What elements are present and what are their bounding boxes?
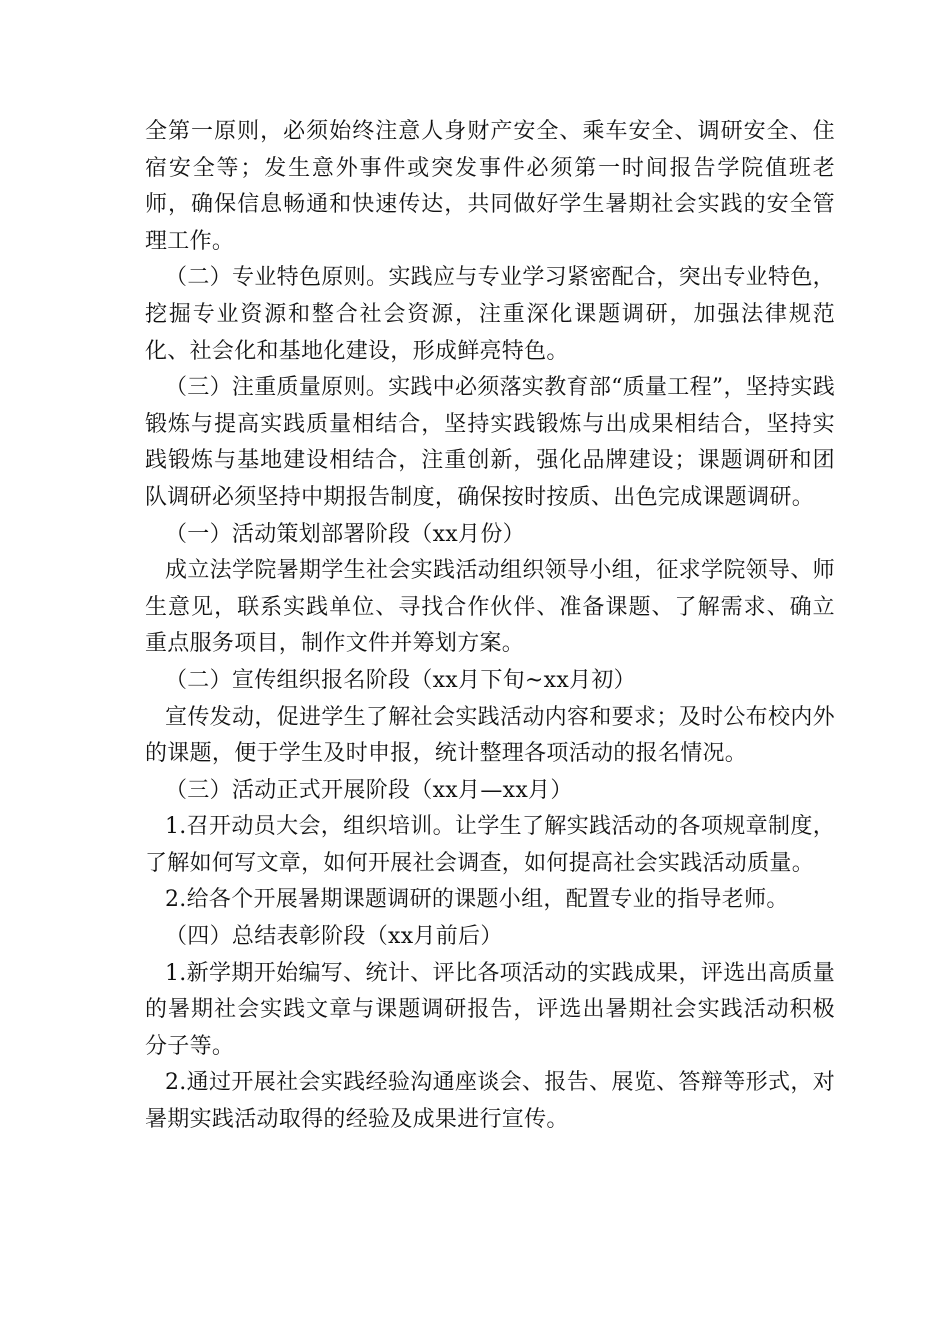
paragraph-safety-principle: 全第一原则，必须始终注意人身财产安全、乘车安全、调研安全、住宿安全等；发生意外事件或突发事件必须第一时间报告学院值班老师，确保信息畅通和快速传达，共同做好学生暑期社会实践的安全管理工作。 [145, 119, 835, 254]
paragraph-summary-item-2: 2.通过开展社会实践经验沟通座谈会、报告、展览、答辩等形式，对暑期实践活动取得的经验及成果进行宣传。 [145, 1070, 835, 1133]
heading-launch-stage: （三）活动正式开展阶段（xx月—xx月） [165, 777, 573, 803]
paragraph-launch-item-2: 2.给各个开展暑期课题调研的课题小组，配置专业的指导老师。 [165, 887, 789, 913]
paragraph-quality-principle: （三）注重质量原则。实践中必须落实教育部“质量工程”，坚持实践锻炼与提高实践质量相结合，坚持实践锻炼与出成果相结合，坚持实践锻炼与基地建设相结合，注重创新，强化品牌建设；课题调研和团队调研必须坚持中期报告制度，确保按时按质、出色完成课题调研。 [145, 375, 835, 510]
paragraph-professional-principle: （二）专业特色原则。实践应与专业学习紧密配合，突出专业特色，挖掘专业资源和整合社会资源，注重深化课题调研，加强法律规范化、社会化和基地化建设，形成鲜亮特色。 [145, 265, 835, 364]
heading-publicity-stage: （二）宣传组织报名阶段（xx月下旬~xx月初） [165, 667, 636, 693]
heading-summary-stage: （四）总结表彰阶段（xx月前后） [165, 924, 503, 950]
heading-planning-stage: （一）活动策划部署阶段（xx月份） [165, 521, 525, 547]
paragraph-launch-item-1: 1.召开动员大会，组织培训。让学生了解实践活动的各项规章制度，了解如何写文章，如何开展社会调查，如何提高社会实践活动质量。 [145, 814, 835, 876]
document-page [145, 114, 835, 1139]
paragraph-summary-item-1: 1.新学期开始编写、统计、评比各项活动的实践成果，评选出高质量的暑期社会实践文章与课题调研报告，评选出暑期社会实践活动积极分子等。 [145, 960, 835, 1059]
paragraph-planning-stage: 成立法学院暑期学生社会实践活动组织领导小组，征求学院领导、师生意见，联系实践单位、寻找合作伙伴、准备课题、了解需求、确立重点服务项目，制作文件并筹划方案。 [145, 558, 835, 657]
paragraph-publicity-stage: 宣传发动，促进学生了解社会实践活动内容和要求；及时公布校内外的课题，便于学生及时申报，统计整理各项活动的报名情况。 [145, 704, 835, 767]
